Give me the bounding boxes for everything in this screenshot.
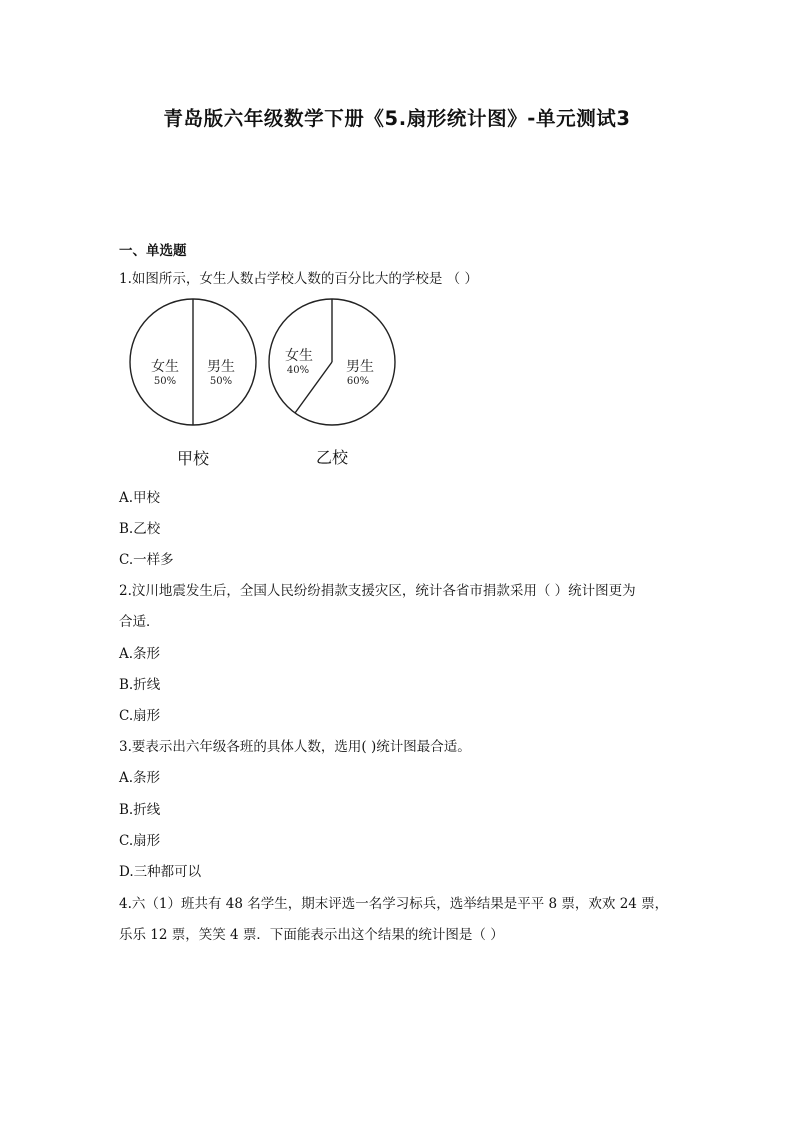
question-4-stem-cont: 乐乐 12 票，笑笑 4 票．下面能表示出这个结果的统计图是（ ）	[119, 927, 504, 943]
question-1-stem: 1.如图所示，女生人数占学校人数的百分比大的学校是 （ ）	[119, 271, 478, 287]
question-1-option-b[interactable]: B.乙校	[119, 521, 161, 537]
slice-percent-male: 60%	[346, 376, 370, 387]
section-heading: 一、单选题	[119, 243, 187, 259]
question-2-option-b[interactable]: B.折线	[119, 677, 161, 693]
question-2-option-a[interactable]: A.条形	[119, 646, 161, 662]
question-3-option-a[interactable]: A.条形	[119, 770, 161, 786]
pie-charts-figure	[122, 298, 382, 473]
slice-label-female: 女生	[151, 359, 179, 375]
question-3-option-b[interactable]: B.折线	[119, 802, 161, 818]
slice-percent-female: 50%	[153, 376, 177, 387]
question-3-option-c[interactable]: C.扇形	[119, 833, 161, 849]
pie-chart-jia	[130, 299, 256, 468]
question-4-stem: 4.六（1）班共有 48 名学生，期末评选一名学习标兵，选举结果是平平 8 票，欢欢 24 票，	[119, 896, 669, 912]
question-1-option-a[interactable]: A.甲校	[119, 490, 161, 506]
question-2-stem-cont: 合适．	[119, 614, 160, 630]
slice-percent-male: 50%	[209, 376, 233, 387]
slice-percent-female: 40%	[286, 365, 310, 376]
page-title: 青岛版六年级数学下册《5.扇形统计图》-单元测试3	[163, 107, 631, 130]
question-2-stem: 2.汶川地震发生后，全国人民纷纷捐款支援灾区，统计各省市捐款采用（ ）统计图更为	[119, 583, 636, 599]
slice-label-female: 女生	[285, 348, 313, 364]
question-3-stem: 3.要表示出六年级各班的具体人数，选用( )统计图最合适。	[119, 739, 471, 755]
pie-caption: 乙校	[315, 448, 349, 467]
slice-label-male: 男生	[207, 359, 235, 375]
pie-chart-yi	[269, 299, 395, 467]
question-1-option-c[interactable]: C.一样多	[119, 552, 174, 568]
question-1-figure	[122, 298, 382, 473]
question-3-option-d[interactable]: D.三种都可以	[119, 864, 202, 880]
pie-caption: 甲校	[176, 449, 210, 468]
slice-label-male: 男生	[346, 359, 374, 375]
question-2-option-c[interactable]: C.扇形	[119, 708, 161, 724]
